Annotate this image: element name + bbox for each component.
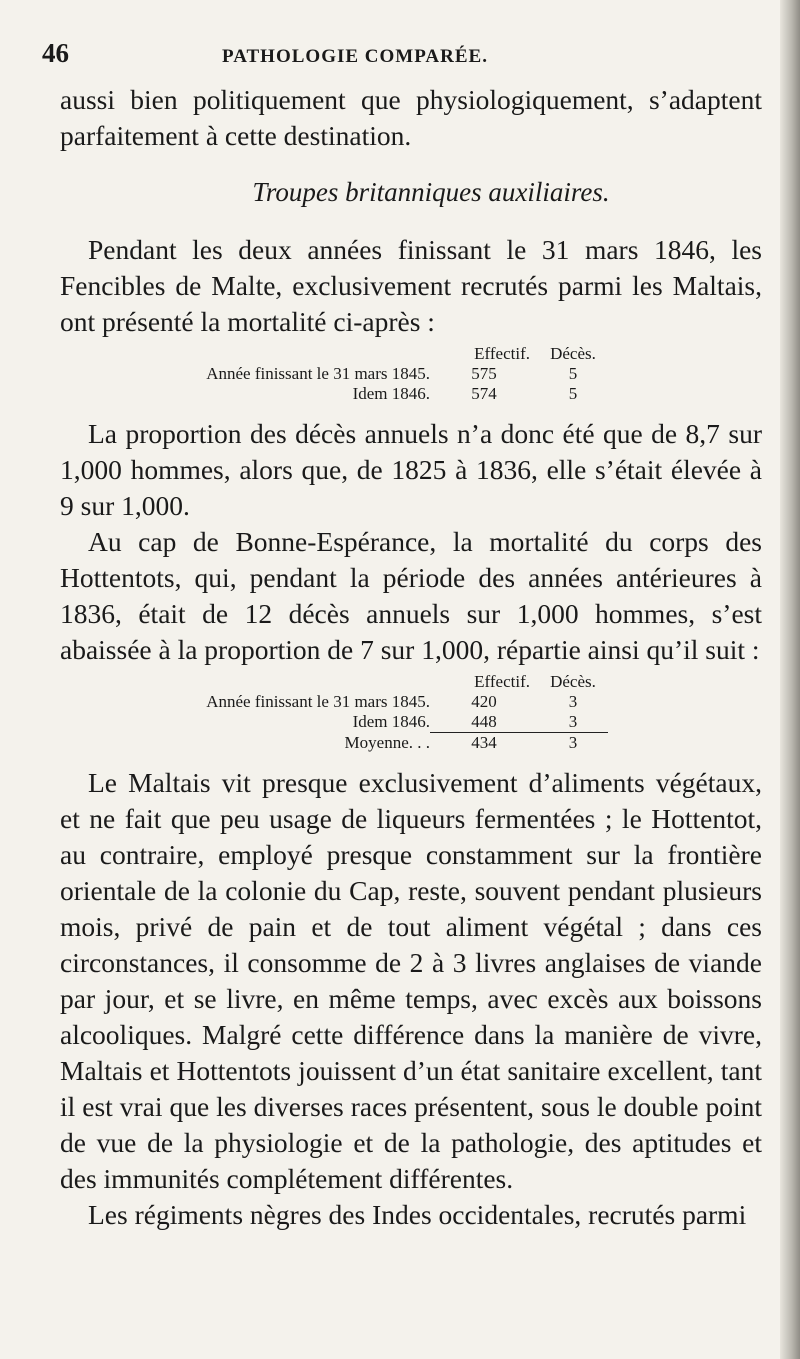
row-deces: 5 (568, 384, 578, 403)
paragraph-4: Au cap de Bonne-Espérance, la mortalité du corps des Hottentots, qui, pendant la période des années antérieures à 1836, était de 12 décès annuels sur 1,000 hommes, s’est abaissée à la proportion de 7 sur 1,000, répartie ainsi qu’il suit : (60, 526, 762, 665)
table-average-row (110, 733, 608, 754)
running-head: PATHOLOGIE COMPARÉE. (222, 46, 488, 67)
col-effectif: Effectif. (474, 672, 530, 691)
paragraph-6: Les régiments nègres des Indes occidentales, recrutés parmi (88, 1199, 747, 1230)
row-label: Idem 1846. (352, 384, 430, 403)
row-label: Année finissant le 31 mars 1845. (206, 692, 430, 711)
row-effectif: 575 (471, 364, 497, 383)
paragraph-2: Pendant les deux années finissant le 31 mars 1846, les Fencibles de Malte, exclusivement recrutés parmi les Maltais, ont présenté la mortalité ci-après : (60, 234, 762, 337)
row-label: Idem 1846. (352, 712, 430, 732)
row-deces: 3 (568, 692, 578, 711)
malta-mortality-table (110, 344, 608, 404)
table-row (110, 712, 608, 733)
table-header-row (110, 344, 608, 364)
page-header (42, 38, 762, 82)
section-subhead: Troupes britanniques auxiliaires. (252, 177, 610, 207)
row-deces: 3 (568, 712, 578, 731)
row-effectif: 420 (471, 692, 497, 711)
book-spine-shadow (780, 0, 800, 1359)
table-row (110, 364, 608, 384)
table-row (110, 692, 608, 712)
table-header-row (110, 672, 608, 692)
paragraph-1: aussi bien politiquement que physiologiquement, s’adaptent parfaitement à cette destination. (60, 84, 762, 151)
average-deces: 3 (538, 733, 608, 754)
col-deces: Décès. (550, 672, 596, 691)
col-effectif: Effectif. (474, 344, 530, 363)
paragraph-3: La proportion des décès annuels n’a donc été que de 8,7 sur 1,000 hommes, alors que, de 1825 à 1836, elle s’était élevée à 9 sur 1,000. (60, 418, 762, 521)
average-label: Moyenne. . . (344, 732, 430, 752)
col-deces: Décès. (550, 344, 596, 363)
table-row (110, 384, 608, 404)
page-number: 46 (42, 38, 69, 68)
row-effectif: 448 (471, 712, 497, 731)
row-effectif: 574 (471, 384, 497, 403)
paragraph-5: Le Maltais vit presque exclusivement d’aliments végétaux, et ne fait que peu usage de liqueurs fermentées ; le Hottentot, au contraire, employé presque constamment sur la frontière orientale de la colonie du Cap, reste, souvent pendant plusieurs mois, privé de pain et de tout aliment végétal ; dans ces circonstances, il consomme de 2 à 3 livres anglaises de viande par jour, et se livre, en même temps, avec excès aux boissons alcooliques. Malgré cette différence dans la manière de vivre, Maltais et Hottentots jouissent d’un état sanitaire excellent, tant il est vrai que les diverses races présentent, sous le double point de vue de la physiologie et de la pathologie, des aptitudes et des immunités complétement différentes. (60, 767, 762, 1194)
average-effectif: 434 (430, 733, 538, 754)
row-deces: 5 (568, 364, 578, 383)
row-label: Année finissant le 31 mars 1845. (206, 364, 430, 383)
hottentots-mortality-table (110, 672, 608, 753)
